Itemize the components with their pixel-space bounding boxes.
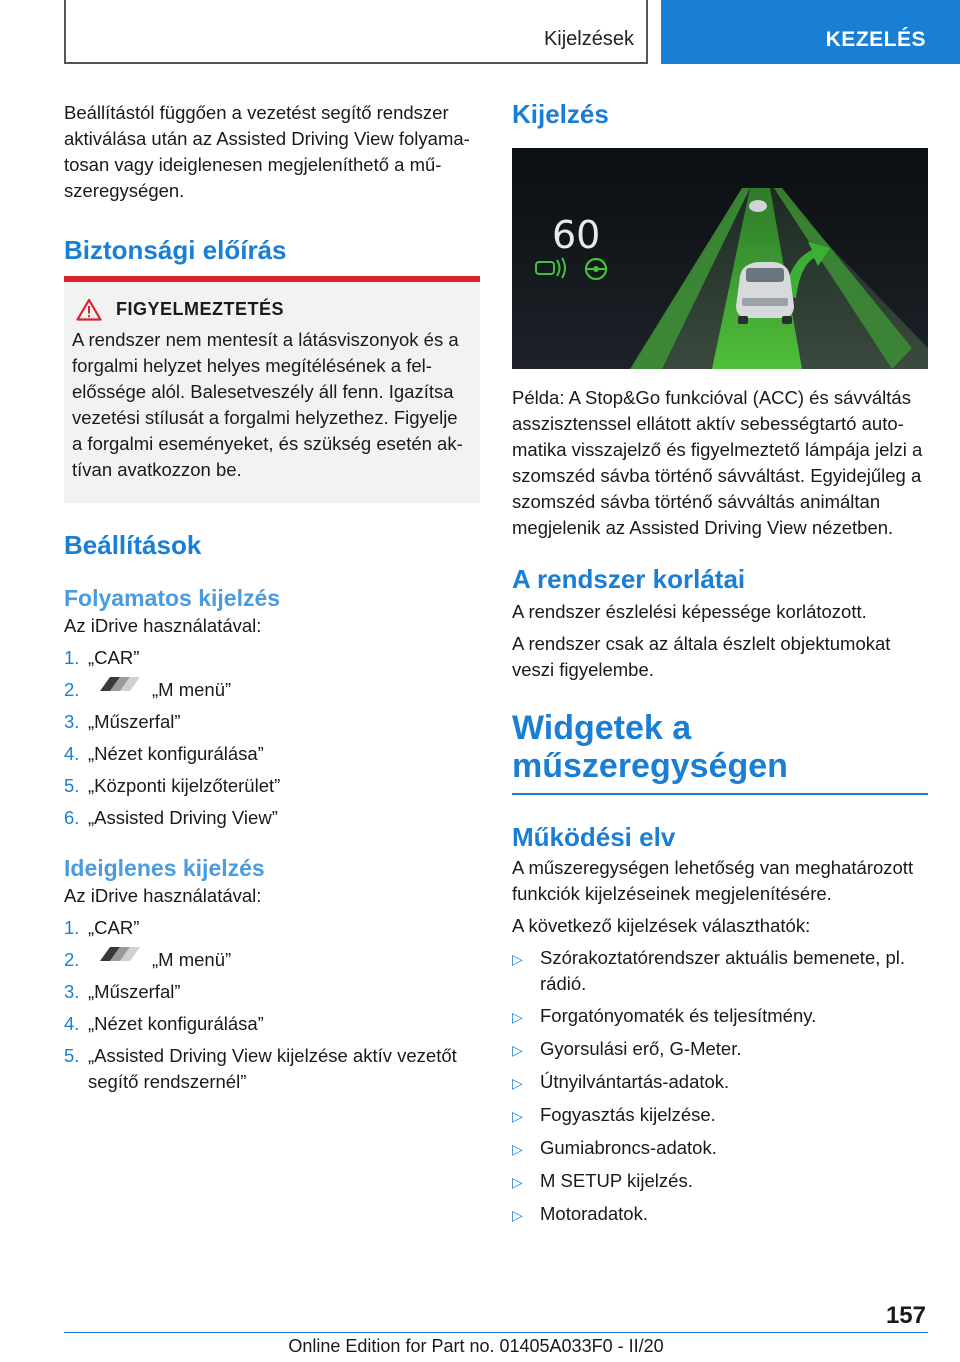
limits-paragraph-1: A rendszer észlelési képessége korlátozott. [512, 601, 867, 622]
temporary-lead: Az iDrive használatával: [64, 885, 262, 906]
function-paragraph-1: A műszeregységen lehetőség van meghatározott funkciók kijelzéseinek megjelenítésére. [512, 857, 914, 904]
widgets-heading-line-1: Widgetek a [512, 709, 692, 747]
list-item: 6. „Assisted Driving View” [64, 807, 278, 828]
list-item: ▷ M SETUP kijelzés. [512, 1168, 928, 1195]
header-section-title: Kijelzések [543, 28, 634, 50]
footer-divider [64, 1332, 928, 1333]
widgets-heading-line-2: műszeregységen [512, 747, 788, 785]
function-heading: Működési elv [512, 822, 676, 852]
bullet-triangle-icon: ▷ [512, 1075, 523, 1091]
list-item: ▷ Motoradatok. [512, 1201, 928, 1228]
list-item: 5. „Központi kijelzőterület” [64, 775, 281, 796]
bullet-triangle-icon: ▷ [512, 951, 523, 967]
function-paragraph-2: A következő kijelzések választhatók: [512, 915, 811, 936]
continuous-lead: Az iDrive használatával: [64, 615, 262, 636]
warning-box [64, 282, 480, 503]
list-item: 2. „M menü” [64, 679, 232, 700]
page-number: 157 [885, 1302, 926, 1329]
intro-paragraph: Beállítástól függően a vezetést segítő rendszer aktiválása után az Assisted Driving View folyamatosan vagy ideiglenesen megjeleníthető a műszeregységen. [64, 102, 470, 201]
list-item: 4. „Nézet konfigurálása” [64, 1013, 264, 1034]
m-menu-icon [94, 677, 142, 691]
right-column [512, 98, 928, 1228]
temporary-heading: Ideiglenes kijelzés [64, 855, 265, 881]
bullet-triangle-icon: ▷ [512, 1207, 523, 1223]
bullet-triangle-icon: ▷ [512, 1042, 523, 1058]
list-item: 4. „Nézet konfigurálása” [64, 743, 264, 764]
bullet-triangle-icon: ▷ [512, 1108, 523, 1124]
limits-paragraph-2: A rendszer csak az általa észlelt objektumokat veszi figyelembe. [512, 633, 891, 680]
list-item: 2. „M menü” [64, 949, 232, 970]
warning-title: FIGYELMEZTETÉS [116, 299, 285, 319]
speed-readout: 60 [552, 213, 601, 257]
list-item: 5. „Assisted Driving View kijelzése aktív vezetőt segítő rendszernél” [64, 1045, 457, 1092]
widget-options-list [512, 945, 928, 1228]
assisted-driving-view-figure [512, 148, 928, 369]
list-item: 3. „Műszerfal” [64, 981, 181, 1002]
list-item: ▷ Gumiabroncs-adatok. [512, 1135, 928, 1162]
footer-edition [0, 1336, 960, 1357]
list-item: 1. „CAR” [64, 647, 140, 668]
driving-view-illustration [512, 148, 928, 369]
list-item: 3. „Műszerfal” [64, 711, 181, 732]
limits-heading: A rendszer korlátai [512, 564, 746, 594]
footer-edition-text: Online Edition for Part no. 01405A033F0 - II/20 [288, 1336, 664, 1356]
settings-heading: Beállítások [64, 530, 202, 560]
figure-caption: Példa: A Stop&Go funkcióval (ACC) és sávváltás asszisztenssel ellátott aktív sebességtartó automatika visszajelző és figyelmeztető lámpája jelzi a szomszéd sávba történő sávváltást. Egyidejűleg a szomszéd sávba történő sávváltás animáltan megjelenik az Assisted Driving View nézetben. [512, 387, 923, 538]
left-column [64, 100, 480, 1095]
list-item: ▷ Szórakoztatórendszer aktuális bemenete, pl. rádió. [512, 945, 928, 997]
bullet-triangle-icon: ▷ [512, 1174, 523, 1190]
warning-text: A rendszer nem mentesít a látásviszonyok és a forgalmi helyzet helyes megítélésének a felelőssége alól. Balesetveszély áll fenn. Igazítsa vezetési stílusát a forgalmi helyzethez. Figyelje a forgalmi eseményeket, és szükség esetén aktívan avatkozzon be. [72, 329, 463, 480]
list-item: ▷ Útnyilvántartás-adatok. [512, 1069, 928, 1096]
safety-heading: Biztonsági előírás [64, 235, 287, 265]
header-chapter-title: KEZELÉS [825, 28, 926, 51]
bullet-triangle-icon: ▷ [512, 1141, 523, 1157]
continuous-steps [64, 645, 480, 831]
widgets-divider [512, 793, 928, 795]
list-item: ▷ Gyorsulási erő, G-Meter. [512, 1036, 928, 1063]
list-item: ▷ Forgatónyomaték és teljesítmény. [512, 1003, 928, 1030]
list-item: ▷ Fogyasztás kijelzése. [512, 1102, 928, 1129]
header-chapter-tab [661, 0, 960, 64]
m-menu-icon [94, 947, 142, 961]
list-item: 1. „CAR” [64, 917, 140, 938]
bullet-triangle-icon: ▷ [512, 1009, 523, 1025]
display-heading: Kijelzés [512, 99, 609, 129]
warning-header [68, 298, 476, 321]
continuous-heading: Folyamatos kijelzés [64, 585, 281, 611]
header-section-box [64, 0, 648, 64]
warning-triangle-icon [76, 298, 102, 321]
temporary-steps [64, 915, 480, 1095]
